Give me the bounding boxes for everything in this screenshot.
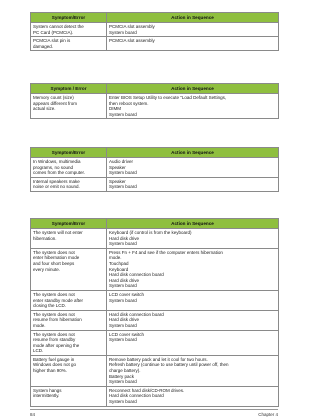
table-row	[31, 158, 279, 178]
table-row	[31, 310, 279, 330]
symptom-cell: System hangs intermittently.	[31, 386, 107, 406]
table-header-row	[31, 148, 279, 158]
action-cell: LCD cover switch System board	[107, 290, 279, 310]
table-row	[31, 248, 279, 290]
table-row	[31, 37, 279, 51]
table-row	[31, 386, 279, 406]
table-row	[31, 229, 279, 249]
symptom-cell: The system will not enter hibernation.	[31, 229, 107, 249]
symptom-cell: In Windows, multimedia programs, no sound comes from the computer.	[31, 158, 107, 178]
page-number: 84	[30, 412, 36, 417]
table-row	[31, 94, 279, 119]
symptom-cell: System cannot detect the PC Card (PCMCIA).	[31, 23, 107, 37]
column-header-action: Action in Sequence	[107, 84, 279, 94]
action-cell: LCD cover switch System board	[107, 330, 279, 355]
symptom-cell: PCMCIA slot pin is damaged.	[31, 37, 107, 51]
troubleshooting-table-power	[30, 218, 279, 407]
action-cell: Remove battery pack and let it cool for two hours. Refresh battery (continue to use battery until power off, then charge battery). Battery pack System board	[107, 355, 279, 386]
table-row	[31, 330, 279, 355]
table-row	[31, 355, 279, 386]
troubleshooting-table-memory	[30, 83, 279, 119]
action-cell: PCMCIA slot assembly	[107, 37, 279, 51]
action-cell: Press Fn + F4 and see if the computer enters hibernation mode. Touchpad Keyboard Hard disk connection board Hard disk drive System board	[107, 248, 279, 290]
action-cell: Reconnect hard disk/CD-ROM drives. Hard disk connection board System board	[107, 386, 279, 406]
table-row	[31, 177, 279, 191]
action-cell: Keyboard (if control is from the keyboard) Hard disk drive System board	[107, 229, 279, 249]
table-header-row	[31, 84, 279, 94]
table-row	[31, 23, 279, 37]
action-cell: Enter BIOS Setup Utility to execute "Load Default Settings, then reboot system. DIMM System board	[107, 94, 279, 119]
symptom-cell: The system does not enter standby mode after closing the LCD.	[31, 290, 107, 310]
symptom-cell: The system does not resume from hibernation mode.	[31, 310, 107, 330]
table-row	[31, 290, 279, 310]
action-cell: Audio driver Speaker System board	[107, 158, 279, 178]
column-header-symptom: Symptom/Error	[31, 219, 107, 229]
column-header-symptom: Symptom/Error	[31, 13, 107, 23]
symptom-cell: Battery fuel gauge in Windows does not go higher than 90%.	[31, 355, 107, 386]
symptom-cell: Internal speakers make noise or emit no sound.	[31, 177, 107, 191]
column-header-symptom: Symptom/Error	[31, 148, 107, 158]
action-cell: Hard disk connection board Hard disk drive System board	[107, 310, 279, 330]
table-header-row	[31, 219, 279, 229]
column-header-action: Action in Sequence	[107, 219, 279, 229]
action-cell: Speaker System board	[107, 177, 279, 191]
footer-divider	[30, 409, 278, 410]
column-header-action: Action in Sequence	[107, 148, 279, 158]
symptom-cell: Memory count (size) appears different from actual size.	[31, 94, 107, 119]
symptom-cell: The system does not enter hibernation mode and four short beeps every minute.	[31, 248, 107, 290]
troubleshooting-table-audio	[30, 147, 279, 192]
action-cell: PCMCIA slot assembly System board	[107, 23, 279, 37]
column-header-symptom: Symptom / Error	[31, 84, 107, 94]
chapter-label: Chapter 4	[258, 412, 278, 417]
troubleshooting-table-pcmcia	[30, 12, 279, 51]
table-header-row	[31, 13, 279, 23]
symptom-cell: The system does not resume from standby mode after opening the LCD.	[31, 330, 107, 355]
column-header-action: Action in Sequence	[107, 13, 279, 23]
